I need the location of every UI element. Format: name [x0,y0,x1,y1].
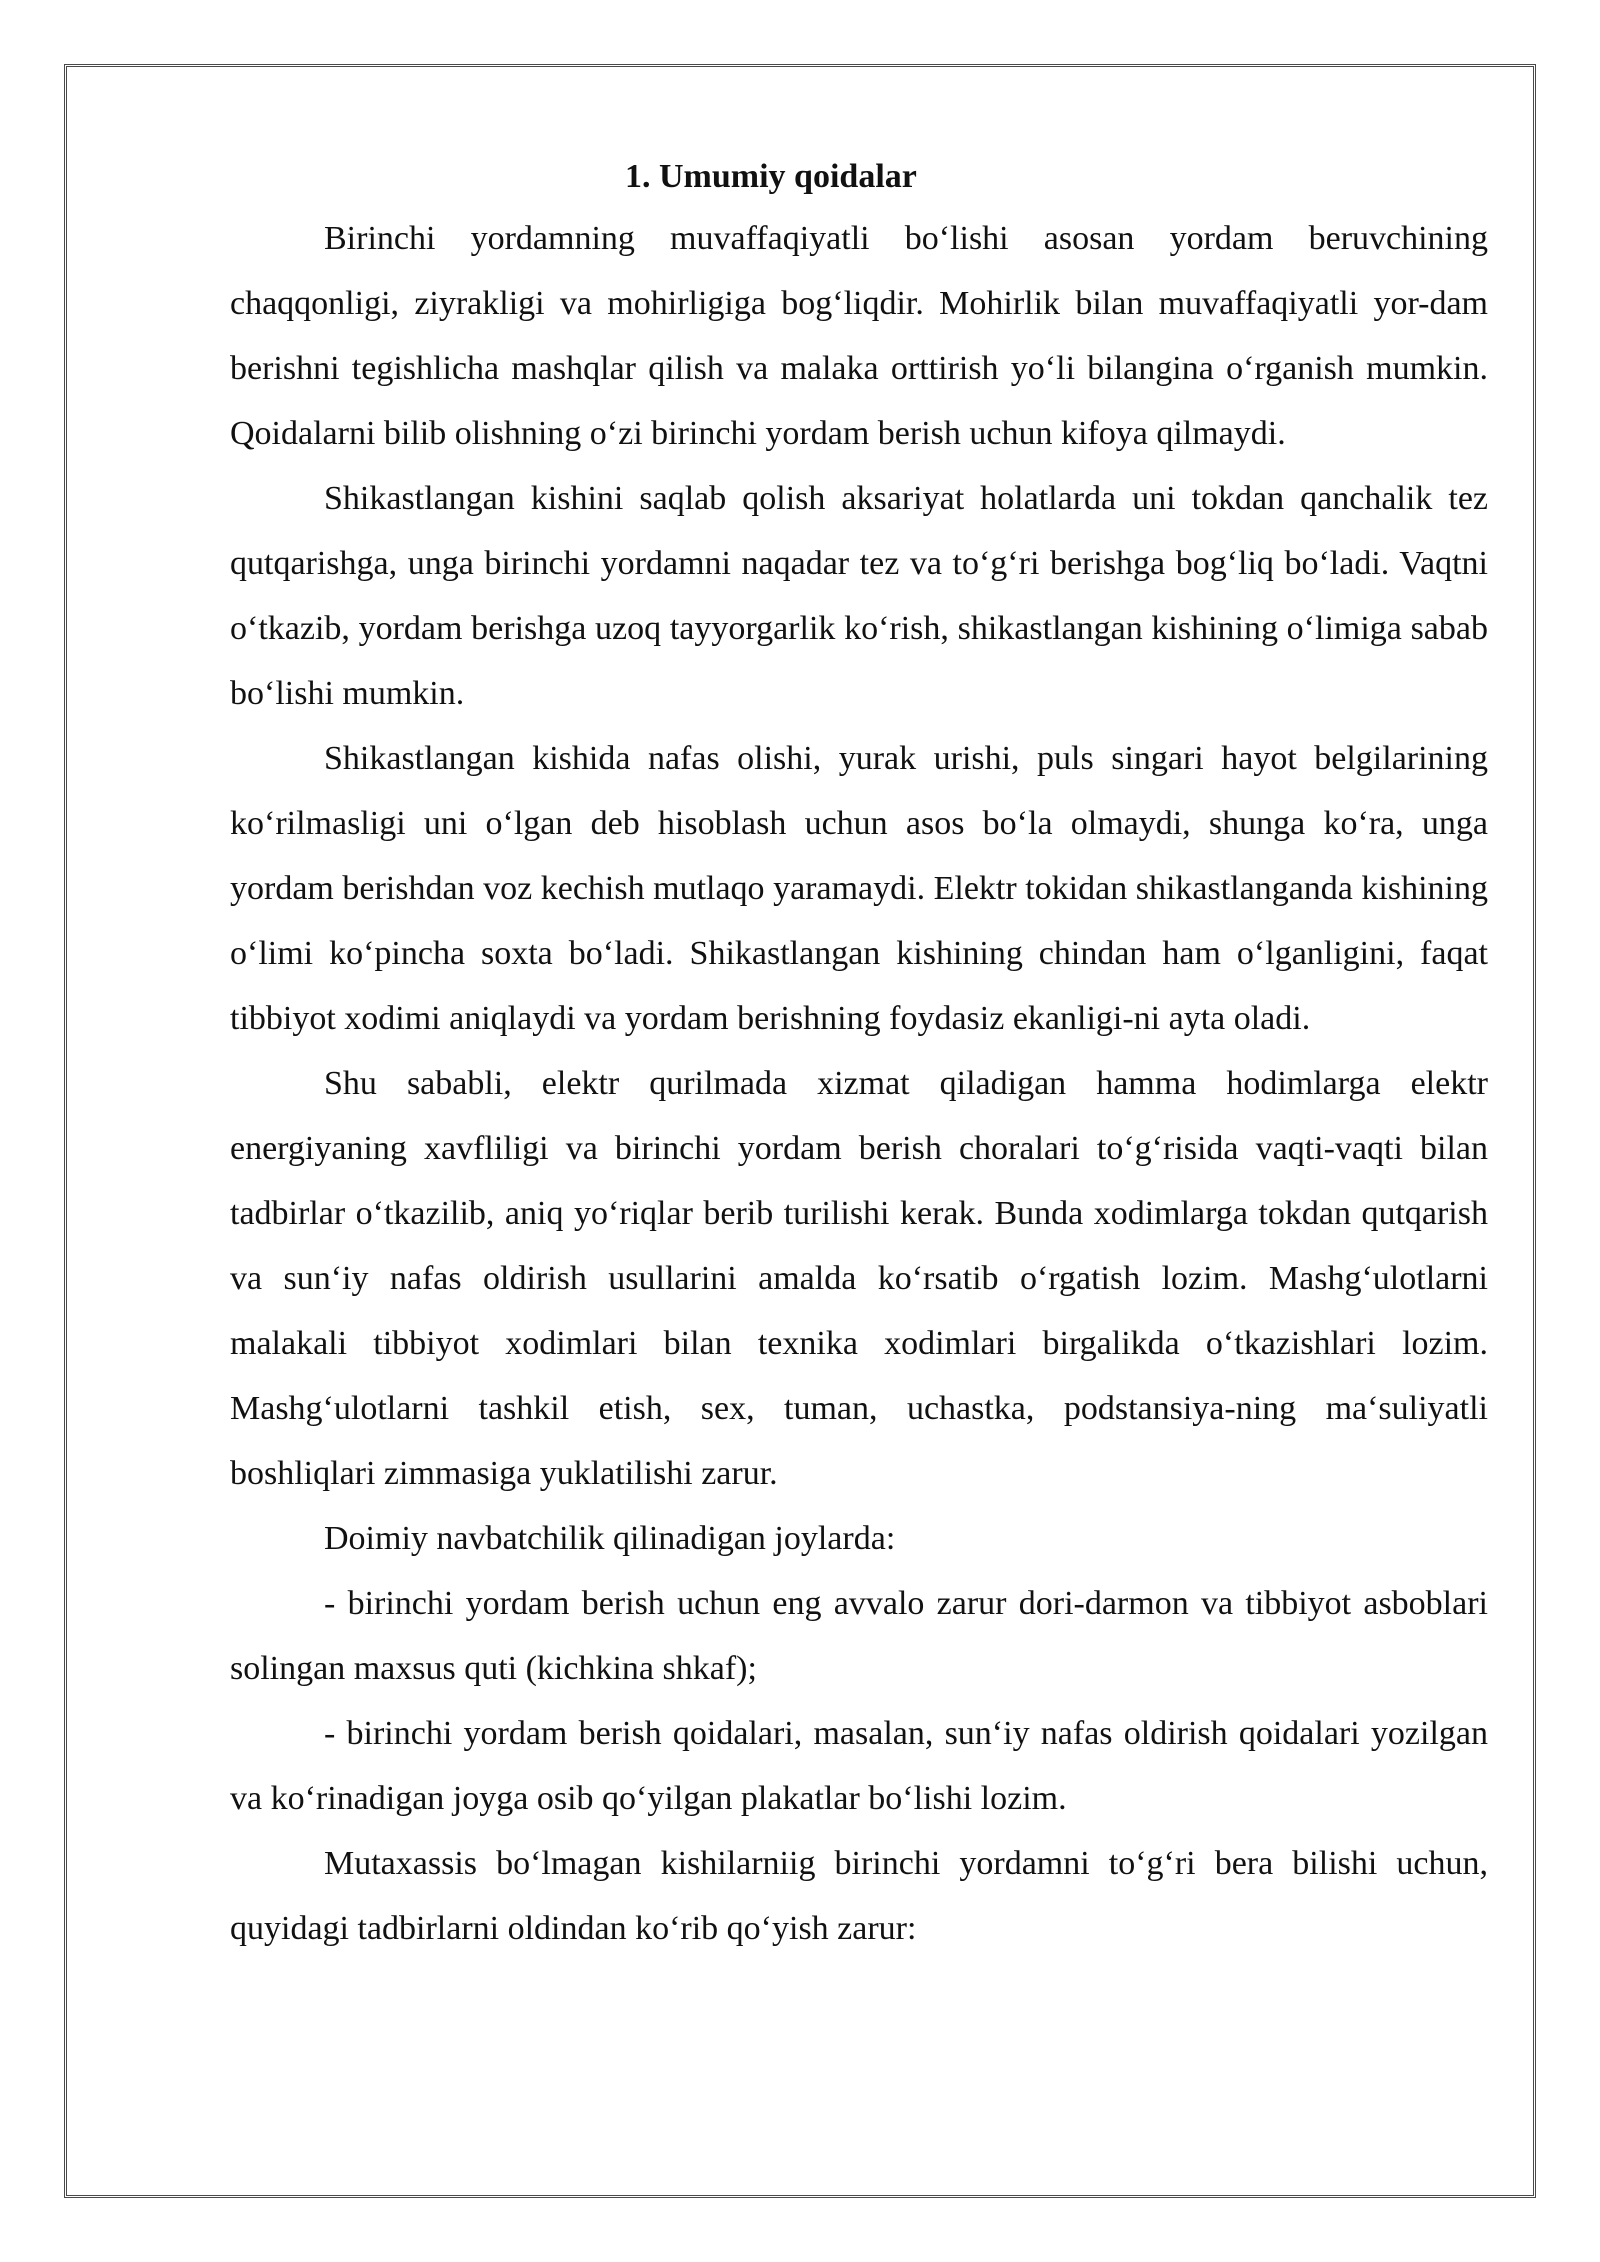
list-item: - birinchi yordam berish qoidalari, masalan, sun‘iy nafas oldirish qoidalari yozilgan va ko‘rinadigan joyga osib qo‘yilgan plakatlar bo‘lishi lozim. [230,1715,1488,1817]
paragraph: Shu sababli, elektr qurilmada xizmat qiladigan hamma hodimlarga elektr energiyaning xavfliligi va birinchi yordam berish choralari to‘g‘risida vaqti-vaqti bilan tadbirlar o‘tkazilib, aniq yo‘riqlar berib turilishi kerak. Bunda xodimlarga tokdan qutqarish va sun‘iy nafas oldirish usullarini amalda ko‘rsatib o‘rgatish lozim. Mashg‘ulotlarni malakali tibbiyot xodimlari bilan texnika xodimlari birgalikda o‘tkazishlari lozim. Mashg‘ulotlarni tashkil etish, sex, tuman, uchastka, podstansiya-ning ma‘suliyatli boshliqlari zimmasiga yuklatilishi zarur. [230,1065,1488,1492]
paragraph: Shikastlangan kishida nafas olishi, yurak urishi, puls singari hayot belgilarining ko‘rilmasligi uni o‘lgan deb hisoblash uchun asos bo‘la olmaydi, shunga ko‘ra, unga yordam berishdan voz kechish mutlaqo yaramaydi. Elektr tokidan shikastlanganda kishining o‘limi ko‘pincha soxta bo‘ladi. Shikastlangan kishining chindan ham o‘lganligini, faqat tibbiyot xodimi aniqlaydi va yordam berishning foydasiz ekanligi-ni ayta oladi. [230,740,1488,1037]
list-item: - birinchi yordam berish uchun eng avvalo zarur dori-darmon va tibbiyot asboblari solingan maxsus quti (kichkina shkaf); [230,1585,1488,1687]
document-body [230,148,1488,1961]
paragraph: Birinchi yordamning muvaffaqiyatli bo‘lishi asosan yordam beruvchining chaqqonligi, ziyrakligi va mohirligiga bog‘liqdir. Mohirlik bilan muvaffaqiyatli yor-dam berishni tegishlicha mashqlar qilish va malaka orttirish yo‘li bilangina o‘rganish mumkin. Qoidalarni bilib olishning o‘zi birinchi yordam berish uchun kifoya qilmaydi. [230,220,1488,452]
section-heading: 1. Umumiy qoidalar [625,158,917,195]
paragraph: Shikastlangan kishini saqlab qolish aksariyat holatlarda uni tokdan qanchalik tez qutqarishga, unga birinchi yordamni naqadar tez va to‘g‘ri berishga bog‘liq bo‘ladi. Vaqtni o‘tkazib, yordam berishga uzoq tayyorgarlik ko‘rish, shikastlangan kishining o‘limiga sabab bo‘lishi mumkin. [230,480,1488,712]
paragraph: Doimiy navbatchilik qilinadigan joylarda: [324,1520,896,1557]
paragraph: Mutaxassis bo‘lmagan kishilarniig birinchi yordamni to‘g‘ri bera bilishi uchun, quyidagi tadbirlarni oldindan ko‘rib qo‘yish zarur: [230,1845,1488,1947]
